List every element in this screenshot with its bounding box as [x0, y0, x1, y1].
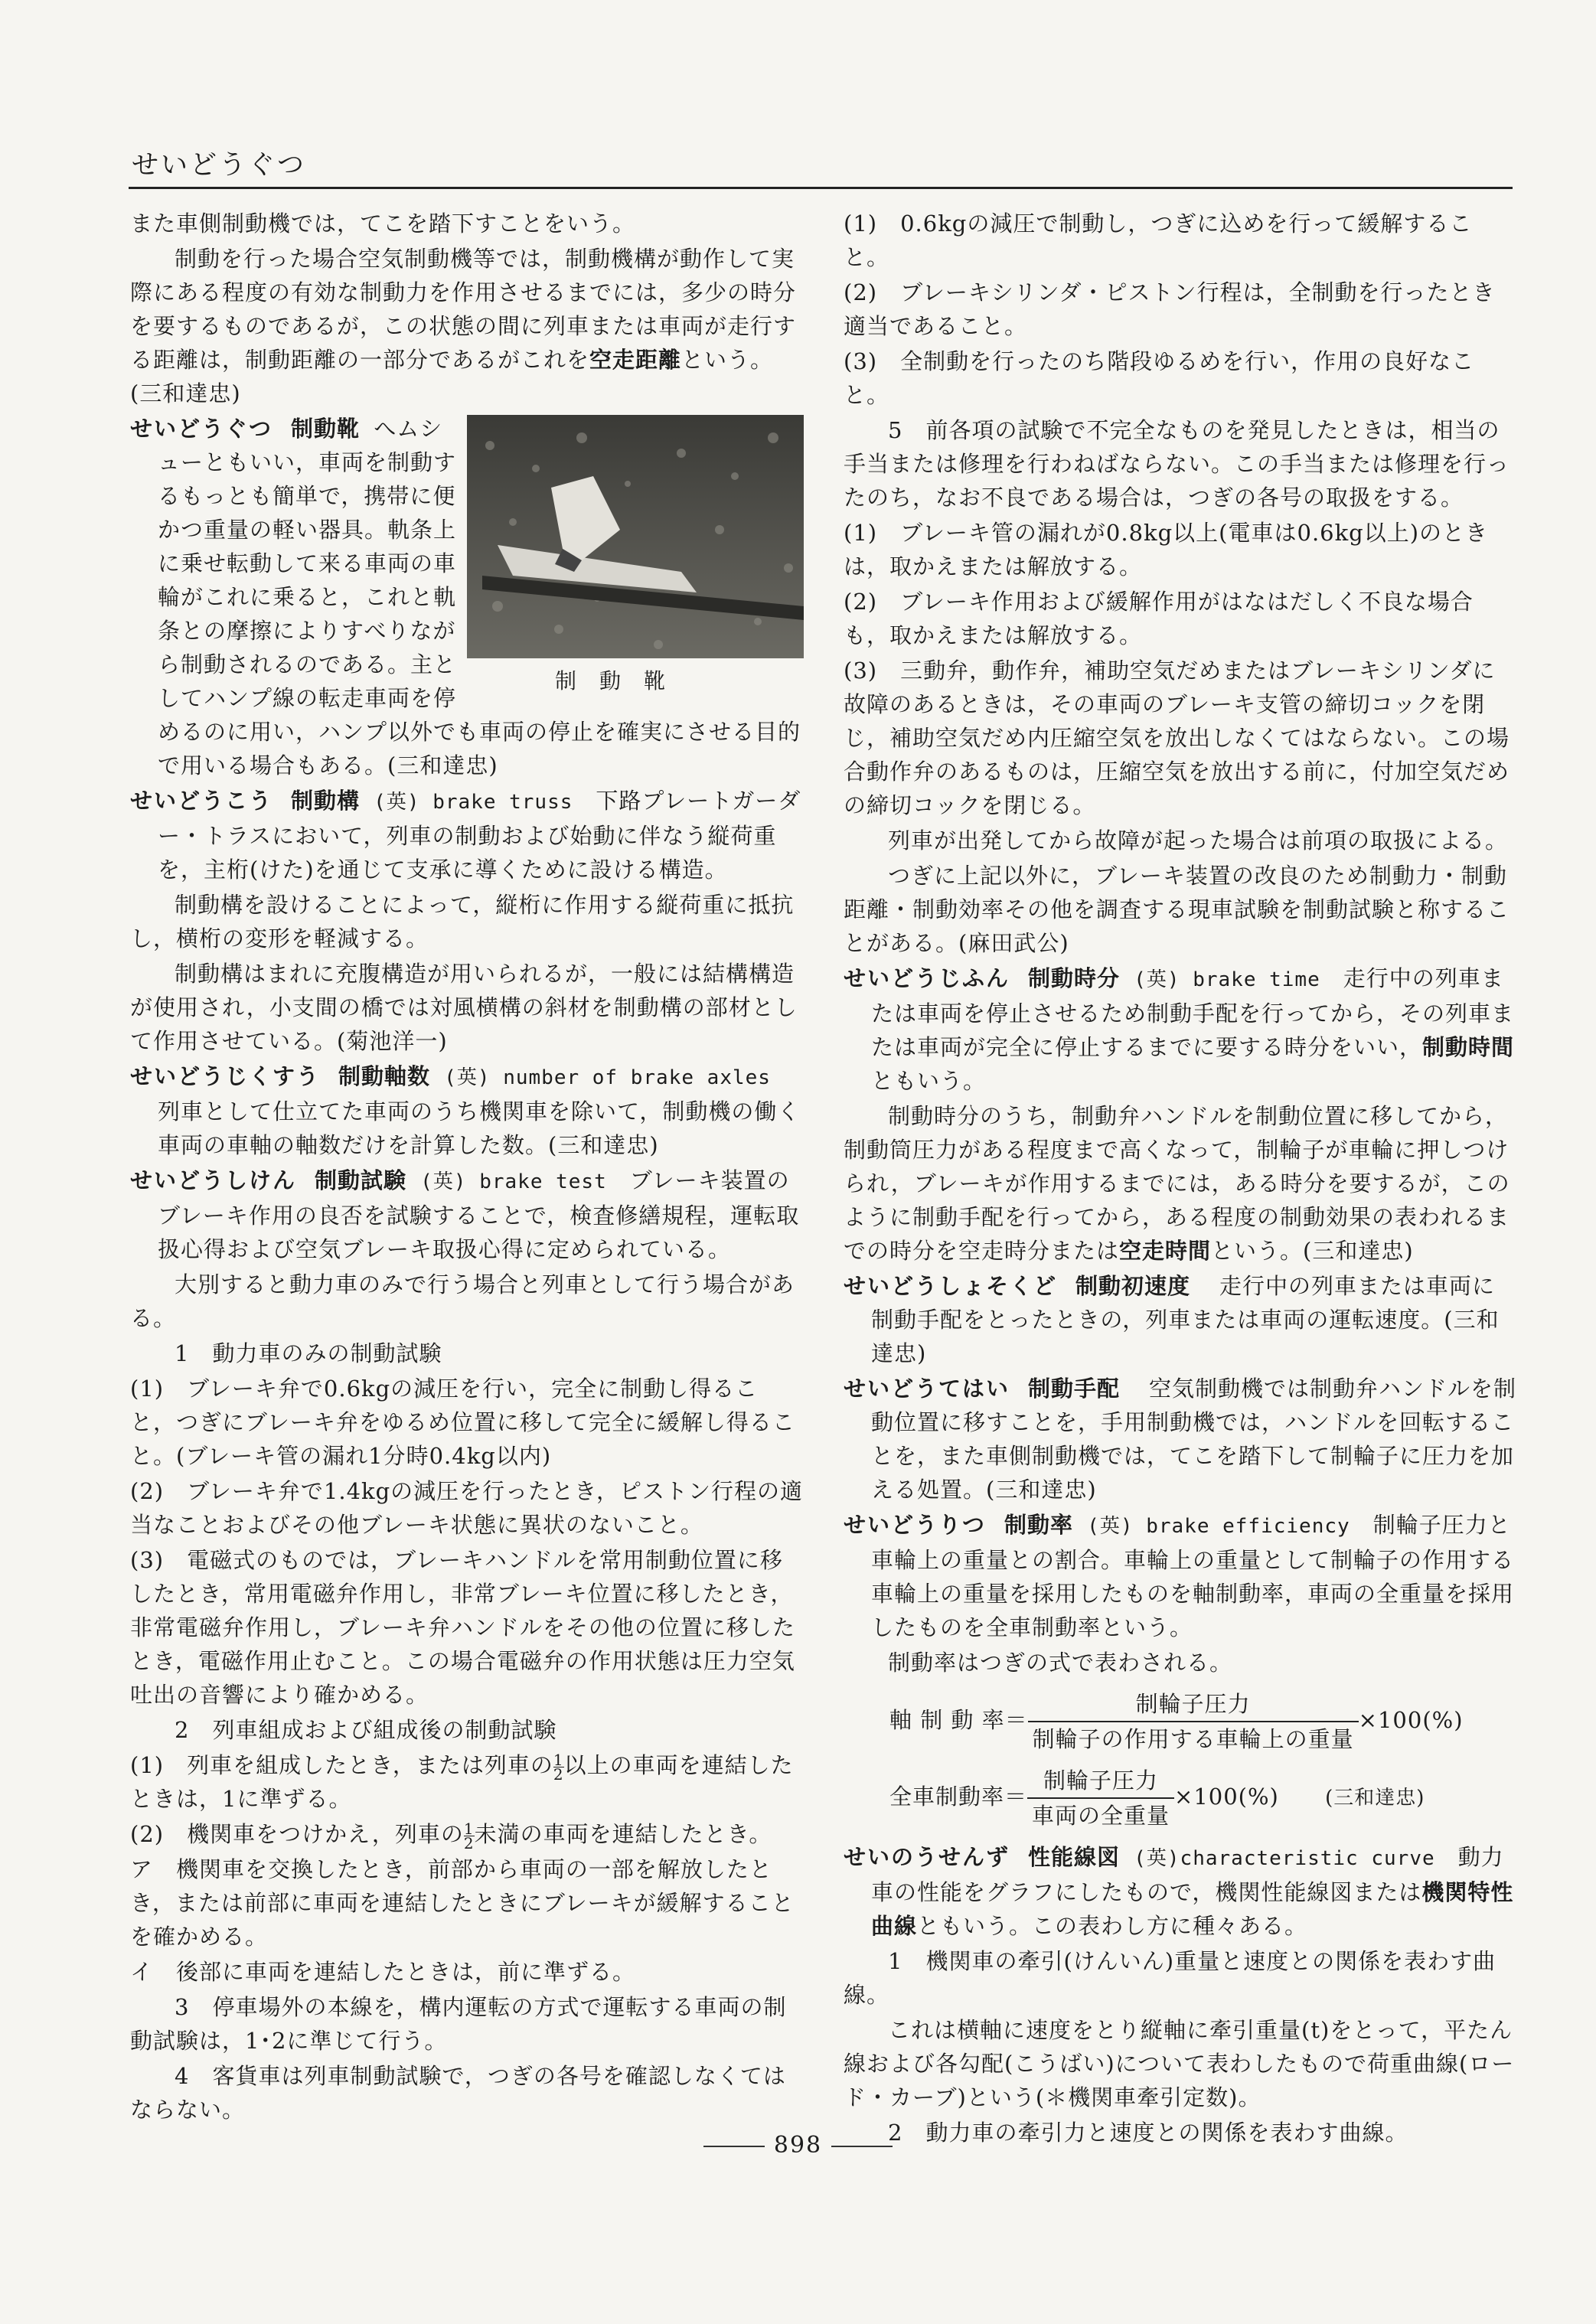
shiken-item-3: 3 停車場外の本線を，構内運転の方式で運転する車両の制動試験は，1･2に準じて行う。: [130, 1994, 787, 2054]
shiken-item-2-1: (1) 列車を組成したとき，または列車の $\frac{1}{2}$以上の車両を連結したときは，1に準ずる。: [130, 1750, 794, 1812]
shiken-item-1-1: (1) ブレーキ弁で0.6kgの減圧を行い，完全に制動し得ること，つぎにブレーキ弁をゆるめ位置に移して完全に緩解し得ること。(ブレーキ管の漏れ1分時0.4kg以内): [130, 1376, 795, 1469]
page-number-dash-right: [831, 2146, 893, 2147]
formula-author: (三和達忠): [1325, 1787, 1425, 1810]
entry-kanji: 制動手配: [1028, 1376, 1121, 1402]
entry-body: 空気制動機では制動弁ハンドルを制動位置に移すことを，手用制動機では，ハンドルを回転することを，また車側制動機では，てこを踏下して制輪子に圧力を加える処置。(三和達忠): [871, 1376, 1517, 1503]
formula-axle-brake-ratio: 軸 制 動 率＝ $\frac{\text{制輪子圧力}}{\text{制輪子の作用する車輪上の重量}}$ ×100(%): [844, 1687, 1517, 1756]
page-number: 898: [0, 2132, 1596, 2159]
shiken-item-4: 4 客貨車は列車制動試験で，つぎの各号を確認しなくてはならない。: [130, 2063, 786, 2123]
entry-kanji: 制動初速度: [1075, 1273, 1191, 1299]
entry-english: (英)characteristic curve: [1134, 1847, 1435, 1870]
entry-kanji: 制動時分: [1028, 965, 1121, 991]
right-r3: (3) 全制動を行ったのち階段ゆるめを行い，作用の良好なこと。: [844, 348, 1475, 408]
shiken-item-1: 1 動力車のみの制動試験: [175, 1340, 442, 1366]
senzu-p4: 2 動力車の牽引力と速度との関係を表わす曲線。: [888, 2120, 1408, 2146]
entry-kana: せいどうぐつ: [130, 416, 273, 442]
entry-body: 走行中の列車または車両に制動手配をとったときの，列車または車両の運転速度。(三和達忠): [871, 1273, 1500, 1366]
shiken-item-1-2: (2) ブレーキ弁で1.4kgの減圧を行ったとき，ピストン行程の適当なことおよびその他ブレーキ状態に異状のないこと。: [130, 1478, 804, 1538]
term-kuso-kyori: 空走距離: [589, 347, 682, 373]
ritsu-p2: 制動率はつぎの式で表わされる。: [888, 1650, 1233, 1676]
left-p1: また車側制動機では，てこを踏下すことをいう。: [130, 211, 636, 237]
entry-seidoko-p2: 制動構を設けることによって，縦桁に作用する縦荷重に抵抗し，横桁の変形を軽減する。: [130, 892, 795, 951]
entry-seidogutsu: [130, 412, 804, 782]
jifun-p2: 制動時分のうち，制動弁ハンドルを制動位置に移してから，制動筒圧力がある程度まで高くなって，制輪子が車輪に押しつけられ，ブレーキが作用するまでには，ある時分を要するが，このように制動手配を行ってから，ある程度の制動効果の表われるまでの時分を空走時分または空走時間という。(三和達忠): [844, 1103, 1510, 1264]
shiken-item-1-3: (3) 電磁式のものでは，ブレーキハンドルを常用制動位置に移したとき，常用電磁弁作用し，非常ブレーキ位置に移したとき，非常電磁弁作用し，ブレーキ弁ハンドルをその他の位置に移したとき，電磁作用止むこと。この場合電磁弁の作用状態は圧力空気吐出の音響により確かめる。: [130, 1547, 795, 1708]
page-number-dash-left: [703, 2146, 765, 2147]
shiken-item-2-a: ア 機関車を交換したとき，前部から車両の一部を解放したとき，または前部に車両を連結したときにブレーキが緩解することを確かめる。: [130, 1856, 795, 1950]
entry-kanji: 制動靴: [291, 416, 361, 442]
senzu-p3: これは横軸に速度をとり縦軸に牽引重量(t)をとって，平たん線および各勾配(こうばい)について表わしたもので荷重曲線(ロード・カーブ)という(＊機関車牽引定数)。: [844, 2017, 1515, 2110]
entry-kana: せいどうてはい: [844, 1376, 1010, 1402]
entry-seidoshosokudo: [844, 1269, 1517, 1370]
right-column: [844, 207, 1517, 2151]
figure-caption: 制動靴: [554, 668, 688, 694]
entry-english: (英) brake test: [420, 1170, 607, 1193]
entry-body: ブレーキ装置のブレーキ作用の良否を試験することで，検査修繕規程，運転取扱心得および空気ブレーキ取扱心得に定められている。: [158, 1167, 800, 1262]
fraction-half: $\frac{1}{2}$: [463, 1819, 475, 1852]
entry-seidojifun: せいどうじふん 制動時分 (英) brake time 走行中の列車または車両を停止させるため制動手配を行ってから，その列車または車両が完全に停止するまでに要する時分をいい，制動時間ともいう。: [844, 965, 1515, 1094]
entry-kanji: 制動構: [291, 788, 361, 814]
term-seido-jikan: 制動時間: [1422, 1034, 1515, 1060]
entry-seidoko: [130, 784, 804, 886]
fraction-half: $\frac{1}{2}$: [553, 1750, 564, 1784]
entry-body: 下路プレートガーダー・トラスにおいて，列車の制動および始動に伴なう縦荷重を，主桁(けた)を通じて支承に導くために設ける構造。: [158, 788, 801, 883]
term-kikan-tokusei-kyokusen: 機関特性曲線: [871, 1879, 1514, 1939]
right-r4: 5 前各項の試験で不完全なものを発見したときは，相当の手当または修理を行わねばならない。この手当または修理を行ったのち，なお不良である場合は，つぎの各号の取扱をする。: [844, 417, 1510, 511]
entry-kana: せいどうりつ: [844, 1512, 987, 1538]
entry-body: 列車として仕立てた車両のうち機関車を除いて，制動機の働く車両の車軸の軸数だけを計算した数。(三和達忠): [158, 1098, 801, 1158]
entry-seidojikusu: [130, 1059, 804, 1162]
term-kuso-jikan: 空走時間: [1119, 1238, 1212, 1264]
entry-kanji: 制動試験: [315, 1167, 407, 1193]
shiken-item-2: 2 列車組成および組成後の制動試験: [175, 1717, 557, 1743]
left-p2: 制動を行った場合空気制動機等では，制動機構が動作して実際にある程度の有効な制動力を作用させるまでには，多少の時分を要するものであるが，この状態の間に列車または車両が走行する距離は，制動距離の一部分であるがこれを空走距離という。(三和達忠): [130, 246, 797, 406]
right-r2: (2) ブレーキシリンダ・ピストン行程は，全制動を行ったとき適当であること。: [844, 279, 1496, 339]
entry-kana: せいのうせんず: [844, 1844, 1010, 1870]
shiken-item-2-2: (2) 機関車をつけかえ，列車の $\frac{1}{2}$未満の車両を連結したとき。: [130, 1819, 772, 1852]
entry-kana: せいどうこう: [130, 788, 273, 814]
page-header-word: せいどうぐつ: [132, 150, 307, 181]
entry-kana: せいどうじくすう: [130, 1063, 321, 1089]
entry-english: (英) brake time: [1134, 968, 1320, 991]
entry-kana: せいどうしょそくど: [844, 1273, 1058, 1299]
formula-total-brake-ratio: 全車制動率＝ $\frac{\text{制輪子圧力}}{\text{車両の全重量}}$ ×100(%) (三和達忠): [844, 1764, 1517, 1833]
entry-english: (英) number of brake axles: [444, 1066, 771, 1089]
entry-body: 制輪子圧力と車輪上の重量との割合。車輪上の重量として制輪子の作用する車輪上の重量を採用したものを軸制動率，車両の全重量を採用したものを全車制動率という。: [871, 1512, 1515, 1640]
entry-seidoko-p3: 制動構はまれに充腹構造が用いられるが，一般には結構構造が使用され，小支間の橋では対風横構の斜材を制動構の部材として作用させている。(菊池洋一): [130, 961, 798, 1054]
left-column: [130, 207, 804, 2128]
entry-seidoshiken: [130, 1164, 804, 1266]
entry-seidoritsu: [844, 1508, 1517, 1644]
shiken-p2: 大別すると動力車のみで行う場合と列車として行う場合がある。: [130, 1271, 795, 1331]
entry-kanji: 制動軸数: [338, 1063, 431, 1089]
entry-seidotehai: [844, 1372, 1517, 1506]
entry-kanji: 制動率: [1004, 1512, 1074, 1538]
entry-english: (英) brake truss: [374, 791, 573, 814]
entry-body: へムシューともいい，車両を制動するもっとも簡単で，携帯に便かつ重量の軽い器具。軌条上に乗せ転動して来る車両の車輪がこれに乗ると，これと軌条との摩擦によりすべりながら制動されるのである。主としてハンプ線の転走車両を停めるのに用い，ハンプ以外でも車両の停止を確実にさせる目的で用いる場合もある。(三和達忠): [158, 416, 801, 778]
entry-seinosenzu: せいのうせんず 性能線図 (英)characteristic curve 動力車の性能をグラフにしたもので，機関性能線図または機関特性曲線ともいう。この表わし方に種々ある。: [844, 1844, 1514, 1939]
shiken-item-2-i: イ 後部に車両を連結したときは，前に準ずる。: [130, 1959, 636, 1985]
right-r5: (1) ブレーキ管の漏れが0.8kg以上(電車は0.6kg以上)のときは，取かえまたは解放する。: [844, 520, 1489, 579]
entry-kanji: 性能線図: [1028, 1844, 1121, 1870]
right-r1: (1) 0.6kgの減圧で制動し，つぎに込めを行って緩解すること。: [844, 211, 1473, 270]
right-r7: (3) 三動弁，動作弁，補助空気だめまたはブレーキシリンダに故障のあるときは，その車両のブレーキ支管の締切コックを閉じ，補助空気だめ内圧縮空気を放出しなくてはならない。この場合動作弁のあるものは，圧縮空気を放出する前に，付加空気だめの締切コックを閉じる。: [844, 658, 1510, 818]
entry-kana: せいどうじふん: [844, 965, 1010, 991]
brake-shoe-figure: [467, 415, 804, 698]
entry-english: (英) brake efficiency: [1087, 1515, 1350, 1538]
header-rule: [129, 187, 1513, 189]
right-r6: (2) ブレーキ作用および緩解作用がはなはだしく不良な場合も，取かえまたは解放する。: [844, 589, 1474, 648]
brake-shoe-photo: [467, 415, 804, 658]
right-r8: 列車が出発してから故障が起った場合は前項の取扱による。: [888, 827, 1509, 854]
entry-kana: せいどうしけん: [130, 1167, 297, 1193]
senzu-p2: 1 機関車の牽引(けんいん)重量と速度との関係を表わす曲線。: [844, 1948, 1496, 2008]
right-r9: つぎに上記以外に，ブレーキ装置の改良のため制動力・制動距離・制動効率その他を調査する現車試験を制動試験と称することがある。(麻田武公): [844, 863, 1510, 956]
